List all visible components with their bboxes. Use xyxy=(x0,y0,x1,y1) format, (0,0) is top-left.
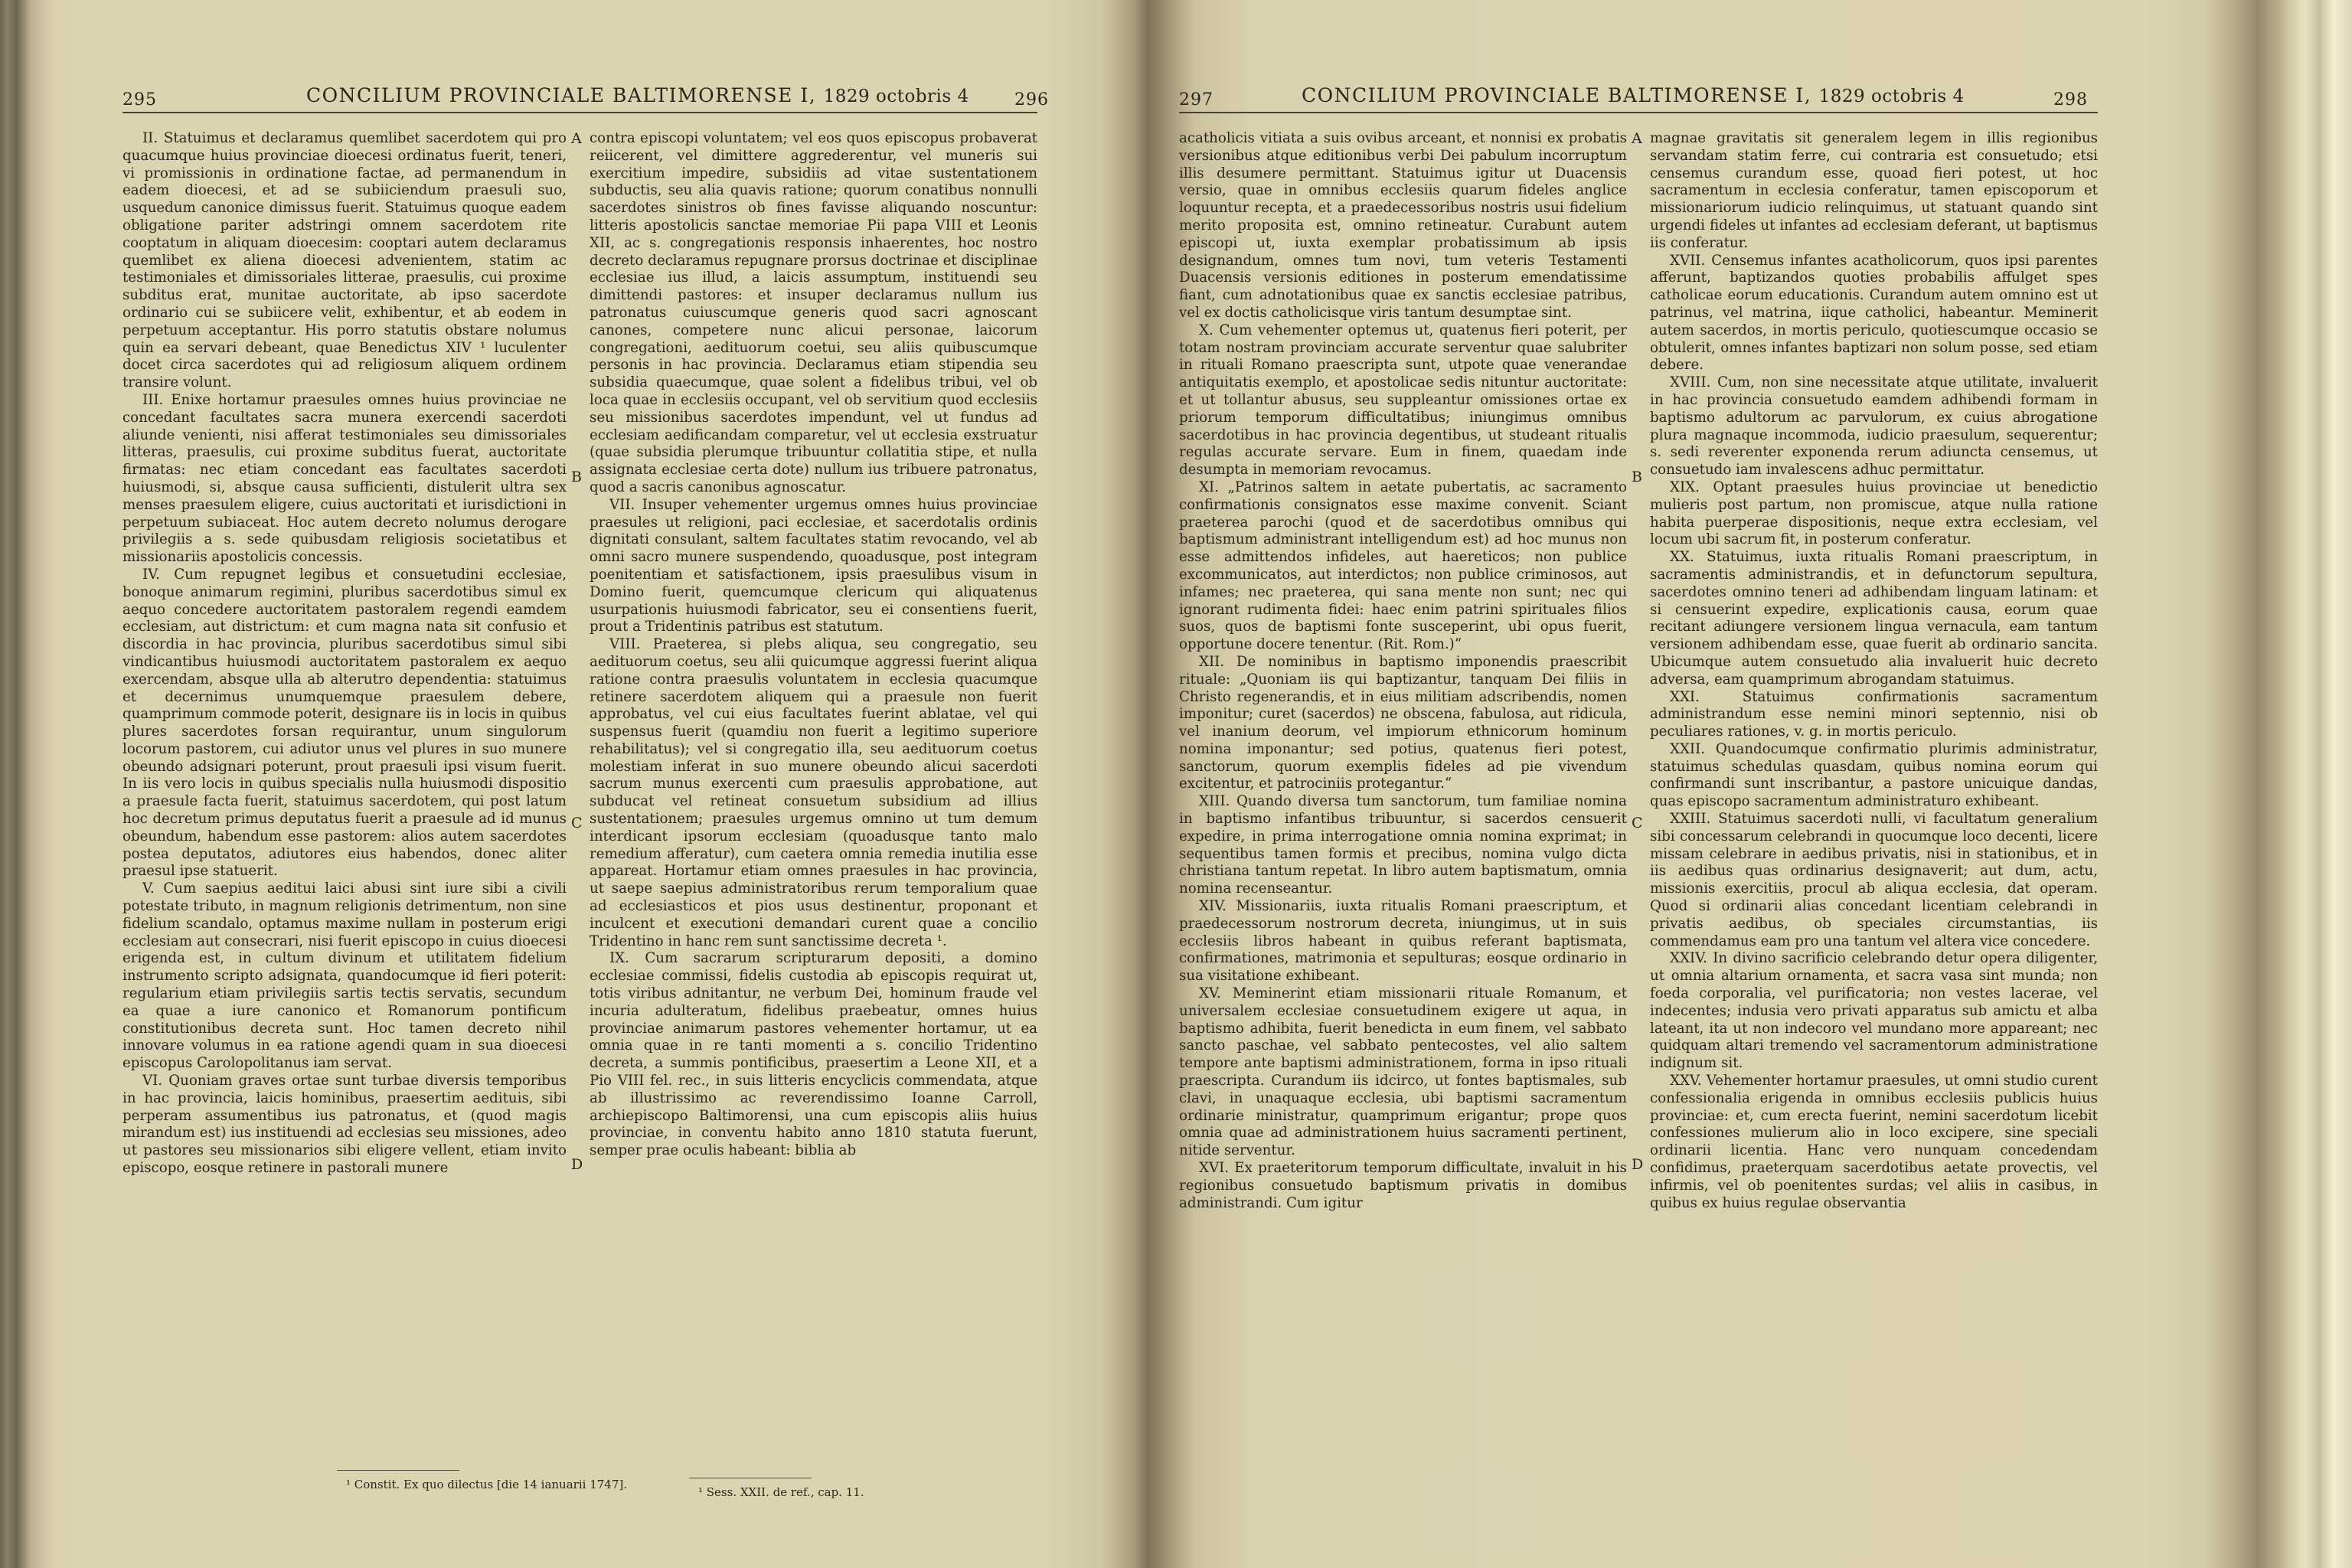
running-head-left xyxy=(306,84,969,106)
paragraph: XIII. Quando diversa tum sanctorum, tum familiae nomina in baptismo infantibus tribuuntur, si sacerdos censuerit expedire, in prima interrogatione omnia nomina exprimat; in sequentibus tamen formis et precibus, nomina vulgo dicta christiana tantum repetat. In libro autem baptismatum, omnia nomina recenseantur. xyxy=(1179,793,1627,897)
margin-letter-d: D xyxy=(1632,1156,1644,1173)
paragraph: V. Cum saepius aeditui laici abusi sint iure sibi a civili potestate tributo, in magnum religionis detrimentum, non sine fidelium scandalo, optamus maxime nullam in posterum erigi ecclesiam aut consecrari, nisi fuerit episcopo in cuius dioecesi erigenda est, in cultum divinum et utilitatem fidelium instrumento scripto adsignata, quandocumque id fieri poterit: regularium etiam privilegiis sartis tectis servatis, secundum ea quae a iure canonico et Romanorum pontificum constitutionibus decreta sunt. Hoc tamen decreto nihil innovare volumus in ea ratione agendi quam in sua dioecesi episcopus Carolopolitanus iam servat. xyxy=(122,880,567,1072)
head-rule xyxy=(1179,112,2098,113)
paragraph: XV. Meminerint etiam missionarii rituale Romanum, et universalem ecclesiae consuetudinem exigere ut aqua, in baptismo adhibita, fuerit benedicta in eum finem, vel sabbato sancto paschae, vel sabbato pentecostes, vel alio saltem tempore ante baptismi administrationem, forma in ipso rituali praescripta. Curandum iis idcirco, ut fontes baptismales, sub clavi, in unaquaque ecclesia, ubi baptismi sacramentum ordinarie ministratur, quamprimum erigantur; prope quos omnia quae ad administrationem huius sacramenti pertinent, nitide serventur. xyxy=(1179,985,1627,1159)
right-page xyxy=(1164,0,2352,1568)
footnote-rule xyxy=(337,1470,459,1471)
page-number-right-outer: 298 xyxy=(2053,90,2088,109)
paragraph: VI. Quoniam graves ortae sunt turbae diversis temporibus in hac provincia, laicis hominibus, praesertim aedituis, sibi perperam assumentibus ius patronatus, et (quod magis mirandum est) ius instituendi ad ecclesias seu missiones, adeo ut pastores seu missionarios sibi eligere vellent, etiam invito episcopo, eosque retinere in pastorali munere xyxy=(122,1073,567,1177)
page-number-left-inner: 296 xyxy=(1014,90,1049,109)
paragraph: magnae gravitatis sit generalem legem in illis regionibus servandam statim ferre, cui contraria est consuetudo; etsi censemus curandum esse, quoad fieri potest, ut hoc sacramentum in ecclesia conferatur, tamen episcoporum et missionariorum iudicio relinquimus, ut statuant quando sint urgendi fideles ut infantes ad ecclesiam deferant, ut baptismus iis conferatur. xyxy=(1650,130,2098,251)
paragraph: IX. Cum sacrarum scripturarum depositi, a domino ecclesiae commissi, fidelis custodia ab episcopis requirat ut, totis viribus adnitantur, ne verbum Dei, hominum fraude vel incuria adulteratum, fidelibus praebeatur, omnes huius provinciae animarum pastores vehementer hortamur, ut ea omnia quae in re tanti momenti a s. concilio Tridentino decreta, a summis pontificibus, praesertim a Leone XII, et a Pio VIII fel. rec., in suis litteris encyclicis commendata, atque ab illustrissimo ac reverendissimo Ioanne Carroll, archiepiscopo Baltimorensi, una cum episcopis aliis huius provinciae, in conventu habito anno 1810 statuta fuerunt, semper prae oculis habeant: biblia ab xyxy=(590,950,1037,1159)
margin-letter-c: C xyxy=(571,815,583,831)
paragraph: IV. Cum repugnet legibus et consuetudini ecclesiae, bonoque animarum regimini, pluribus sacerdotibus simul ex aequo concedere auctoritatem pastoralem regendi eamdem ecclesiam, aut districtum: et cum magna nata sit confusio et discordia in hac provincia, pluribus sacerdotibus simul sibi vindicantibus huiusmodi auctoritatem pastoralem ex aequo exercendam, absque ulla ab alterutro dependentia: statuimus et decernimus unumquemque praesulem debere, quamprimum commode poterit, designare iis in locis in quibus plures sacerdotes forsan requirantur, unum singulorum locorum pastorem, cui adiutor unus vel plures in suo munere obeundo adsignari poterunt, prout praesuli ipsi visum fuerit. In iis vero locis in quibus specialis nulla huiusmodi dispositio a praesule facta fuerit, statuimus sacerdotem, qui post latum hoc decretum primus deputatus fuerit a praesule ad id munus obeundum, habendum esse pastorem: alios autem sacerdotes postea deputatos, adiutores eius habendos, donec aliter praesul ipse statuerit. xyxy=(122,566,567,880)
margin-letter-d: D xyxy=(571,1156,583,1173)
paragraph: XXIII. Statuimus sacerdoti nulli, vi facultatum generalium sibi concessarum celebrandi in quocumque loco decenti, licere missam celebrare in aedibus privatis, nisi in stationibus, et in iis aedibus quas ordinarius designaverit; aut dum, actu, missionis exercitiis, procul ab aliqua ecclesia, dat operam. Quod si ordinarii alias concedant licentiam celebrandi in privatis aedibus, ob speciales circumstantias, iis commendamus eam pro una tantum vel altera vice concedere. xyxy=(1650,811,2098,949)
paragraph: XIX. Optant praesules huius provinciae ut benedictio mulieris post partum, non promiscue, atque nulla ratione habita puerperae dispositionis, neque extra ecclesiam, vel locum ubi sacrum fit, in posterum conferatur. xyxy=(1650,479,2098,548)
margin-letter-a: A xyxy=(1632,130,1642,147)
paragraph: II. Statuimus et declaramus quemlibet sacerdotem qui pro quacumque huius provinciae dioecesi ordinatus fuerit, teneri, vi promissionis in ordinatione factae, ad permanendum in eadem dioecesi, et ad se subiiciendum praesuli suo, usquedum canonice dimissus fuerit. Statuimus quoque eadem obligatione pariter adstringi omnem sacerdotem rite cooptatum in aliquam dioecesim: cooptari autem declaramus quemlibet ex aliena dioecesi advenientem, statim ac testimoniales et dimissoriales litterae, praesulis, cui proxime subditus erat, munitae auctoritate, ab ipso sacerdote ordinario cui se subiicere velit, exhibentur, et ab eodem in perpetuum acceptantur. His porro statutis obstare nolumus quin ea servari debeant, quae Benedictus XIV ¹ luculenter docet circa sacerdotes qui ad religiosum aliquem ordinem transire volunt. xyxy=(122,130,567,391)
paragraph: XI. „Patrinos saltem in aetate pubertatis, ac sacramento confirmationis consignatos esse maxime convenit. Sciant praeterea parochi (quod et de sacerdotibus omnibus qui baptismum administrant intelligendum est) ad hoc munus non esse admittendos infideles, aut haereticos; non publice excommunicatos, aut interdictos; non publice criminosos, aut infames; nec praeterea, qui sana mente non sunt; nec qui ignorant rudimenta fidei: haec enim patrini spirituales filios suos, quos de baptismi fonte susceperint, ubi opus fuerit, opportune docere tenentur. (Rit. Rom.)“ xyxy=(1179,479,1627,653)
paragraph: acatholicis vitiata a suis ovibus arceant, et nonnisi ex probatis versionibus atque editionibus verbi Dei pabulum incorruptum illis desumere permittant. Statuimus igitur ut Duacensis versio, quae in omnibus ecclesiis quarum fideles anglice loquuntur recepta, et a praedecessoribus nostris usui fidelium merito proposita est, omnino retineatur. Curabunt autem episcopi ut, iuxta exemplar probatissimum ab ipsis designandum, omnes tum novi, tum veteris Testamenti Duacensis versionis editiones in posterum emendatissime fiant, cum adnotationibus quae ex sanctis ecclesiae patribus, vel ex doctis catholicisque viris tantum desumptae sint. xyxy=(1179,130,1627,321)
paragraph: XXV. Vehementer hortamur praesules, ut omni studio curent confessionalia erigenda in omnibus ecclesiis publicis huius provinciae: et, cum erecta fuerint, nemini sacerdotum licebit confessiones mulierum alio in loco excipere, sine speciali ordinarii licentia. Hanc vero nunquam concedendam confidimus, praeterquam sacerdotibus aetate provectis, vel infirmis, vel ob poenitentes surdas; vel aliis in casibus, in quibus ex huius regulae observantia xyxy=(1650,1073,2098,1211)
head-rule xyxy=(122,112,1037,113)
left-page-column-2 xyxy=(590,130,1037,1160)
running-head-title: CONCILIUM PROVINCIALE BALTIMORENSE I, xyxy=(306,84,817,106)
paragraph: XX. Statuimus, iuxta ritualis Romani praescriptum, in sacramentis administrandis, et in defunctorum sepultura, sacerdotes omnino teneri ad adhibendam linguam latinam: et si censuerint expedire, explicationis causa, eorum quae recitant adiungere versionem lingua vernacula, eam tantum versionem adhibendam esse, quae fuerit ab ordinario sancita. Ubicumque autem consuetudo alia invaluerit huic decreto adversa, eam quamprimum abrogandam statuimus. xyxy=(1650,549,2098,688)
margin-letter-b: B xyxy=(571,469,582,485)
page-number-right-inner: 297 xyxy=(1179,90,1214,109)
right-page-column-2 xyxy=(1650,130,2098,1212)
footnote: ¹ Sess. XXII. de ref., cap. 11. xyxy=(698,1485,864,1499)
paragraph: XXIV. In divino sacrificio celebrando detur opera diligenter, ut omnia altarium ornamenta, et sacra vasa sint munda; non foeda corporalia, vel purificatoria; non vestes lacerae, vel indecentes; indusia vero privati apparatus sub amictu et alba lateant, ita ut non indecoro vel mundano more appareant; nec quidquam altari tremendo vel sacramentorum administratione indignum sit. xyxy=(1650,950,2098,1072)
right-page-column-1 xyxy=(1179,130,1627,1212)
paragraph: XXII. Quandocumque confirmatio plurimis administratur, statuimus schedulas quasdam, quibus nomina eorum qui confirmandi sunt inscribantur, a pastore unicuique dandas, quas episcopo sacramentum administraturo exhibeant. xyxy=(1650,740,2098,810)
paragraph: III. Enixe hortamur praesules omnes huius provinciae ne concedant facultates sacra munera exercendi sacerdoti aliunde venienti, nisi afferat testimoniales seu dimissoriales litteras, praesulis, cui proxime subditus fuerat, auctoritate firmatas: nec etiam concedant eas facultates sacerdoti huiusmodi, si, absque causa sufficienti, distulerit ultra sex menses praesulem eligere, cuius auctoritati et iurisdictioni in perpetuum subiaceat. Hoc autem decreto nolumus derogare privilegiis a s. sede quibusdam religiosis societatibus et missionariis apostolicis concessis. xyxy=(122,391,567,566)
paragraph: X. Cum vehementer optemus ut, quatenus fieri poterit, per totam nostram provinciam accurate serventur quae salubriter in rituali Romano praescripta sunt, utpote quae venerandae antiquitatis exemplo, et apostolicae sedis nituntur auctoritate: et ut tollantur abusus, seu suppleantur omissiones ortae ex priorum temporum difficultatibus; iniungimus omnibus sacerdotibus in hac provincia degentibus, ut studeant ritualis regulas accurate servare. Eum in finem, quaedam inde desumpta in memoriam revocamus. xyxy=(1179,322,1627,479)
paragraph: contra episcopi voluntatem; vel eos quos episcopus probaverat reiicerent, vel dimittere aggrederentur, vel muneris sui exercitium impedire, subsidiis ad vitae sustentationem subductis, seu alia quavis ratione; quorum conatibus nonnulli sacerdotes sinistros ob fines favisse aliquando noscuntur: litteris apostolicis sanctae memoriae Pii papa VIII et Leonis XII, ac s. congregationis responsis inhaerentes, hoc nostro decreto declaramus repugnare prorsus doctrinae et disciplinae ecclesiae ius illud, a laicis assumptum, instituendi seu dimittendi pastores: et insuper declaramus nullum ius patronatus cuiuscumque generis quod sacri agnoscant canones, competere nunc alicui personae, laicorum congregationi, aedituorum coetui, seu aliis quibuscumque personis in hac provincia. Declaramus etiam stipendia seu subsidia quaecumque, quae solent a fidelibus tribui, vel ob loca quae in ecclesiis occupant, vel ob servitium quod ecclesiis seu missionibus sacerdotes impendunt, vel ut fundus ad ecclesiam aedificandam comparetur, vel ut ecclesia exstruatur (quae subsidia plerumque tribuuntur collatitia stipe, et nulla assignata ecclesiae certa dote) nullum ius tribuere patronatus, quod a sacris canonibus agnoscatur. xyxy=(590,130,1037,495)
paragraph: XVI. Ex praeteritorum temporum difficultate, invaluit in his regionibus consuetudo baptismum privatis in domibus administrandi. Cum igitur xyxy=(1179,1160,1627,1211)
left-page-column-1 xyxy=(122,130,567,1178)
running-head-title: CONCILIUM PROVINCIALE BALTIMORENSE I, xyxy=(1302,84,1812,106)
paragraph: VIII. Praeterea, si plebs aliqua, seu congregatio, seu aedituorum coetus, seu alii quicumque aggressi fuerint aliqua ratione contra praesulis voluntatem in ecclesia quacumque retinere sacerdotem aliquem qui a praesule non fuerit approbatus, vel cui eius facultates fuerint ablatae, vel qui suspensus fuerit (quamdiu non fuerit a legitimo superiore rehabilitatus); vel si congregatio illa, seu aedituorum coetus molestiam inferat in suo munere obeundo alicui sacerdoti sacrum munus exercenti cum praesulis approbatione, aut subducat vel retineat consuetum subsidium ad illius sustentationem; praesules urgemus omnino ut tum demum interdicant ipsorum ecclesiam (quoadusque tanto malo remedium afferatur), cum caetera omnia remedia inutilia esse appareat. Hortamur etiam omnes praesules in hac provincia, ut saepe saepius administratoribus rerum temporalium quae ad ecclesiasticos et pios usus destinentur, proponant et inculcent et executioni demandari curent quae a concilio Tridentino in hanc rem sunt sanctissime decreta ¹. xyxy=(590,636,1037,949)
footnote: ¹ Constit. Ex quo dilectus [die 14 ianuarii 1747]. xyxy=(346,1478,627,1491)
running-head-right xyxy=(1302,84,1965,106)
paragraph: XIV. Missionariis, iuxta ritualis Romani praescriptum, et praedecessorum nostrorum decreta, iniungimus, ut in suis ecclesiis libros habeant in quibus referant baptismata, confirmationes, matrimonia et sepulturas; eosque ordinario in sua visitatione exhibeant. xyxy=(1179,898,1627,985)
left-page xyxy=(0,0,1148,1568)
margin-letter-b: B xyxy=(1632,469,1642,485)
paragraph: VII. Insuper vehementer urgemus omnes huius provinciae praesules ut religioni, paci ecclesiae, et sacerdotalis ordinis dignitati consulant, saltem facultates statim revocando, vel ab omni sacro munere suspendendo, quoadusque, post integram poenitentiam et satisfactionem, ipsis praesulibus visum in Domino fuerit, quemcumque clericum qui aliquatenus usurpationis huiusmodi fabricator, seu ei consentiens fuerit, prout a Tridentinis patribus est statutum. xyxy=(590,496,1037,635)
margin-letter-a: A xyxy=(571,130,582,147)
page-number-left-outer: 295 xyxy=(122,90,157,109)
paragraph: XII. De nominibus in baptismo imponendis praescribit rituale: „Quoniam iis qui baptizantur, tanquam Dei filiis in Christo regenerandis, et in eius militiam adscribendis, nomen imponitur; curet (sacerdos) ne obscena, fabulosa, aut ridicula, vel inanium deorum, vel impiorum ethnicorum hominum nomina imponantur; sed potius, quatenus fieri potest, sanctorum, quorum exemplis fideles ad pie vivendum excitentur, et patrociniis protegantur.“ xyxy=(1179,653,1627,792)
running-head-date: 1829 octobris 4 xyxy=(1818,87,1965,106)
paragraph: XVIII. Cum, non sine necessitate atque utilitate, invaluerit in hac provincia consuetudo eamdem adhibendi formam in baptismo adultorum ac parvulorum, ex cuius abrogatione plura magnaque incommoda, iudicio praesulum, sequerentur; s. sedi reverenter exponenda rerum adiuncta censemus, ut consuetudo iam invalescens adhuc permittatur. xyxy=(1650,374,2098,479)
paragraph: XVII. Censemus infantes acatholicorum, quos ipsi parentes afferunt, baptizandos quoties probabilis affulget spes catholicae eorum educationis. Curandum autem omnino est ut patrinus, vel matrina, iique catholici, habeantur. Meminerit autem sacerdos, in mortis periculo, quotiescumque occasio se obtulerit, omnes infantes baptizari non solum posse, sed etiam debere. xyxy=(1650,252,2098,374)
paragraph: XXI. Statuimus confirmationis sacramentum administrandum esse nemini minori septennio, nisi ob peculiares rationes, v. g. in mortis periculo. xyxy=(1650,688,2098,740)
running-head-date: 1829 octobris 4 xyxy=(823,87,969,106)
margin-letter-c: C xyxy=(1632,815,1643,831)
